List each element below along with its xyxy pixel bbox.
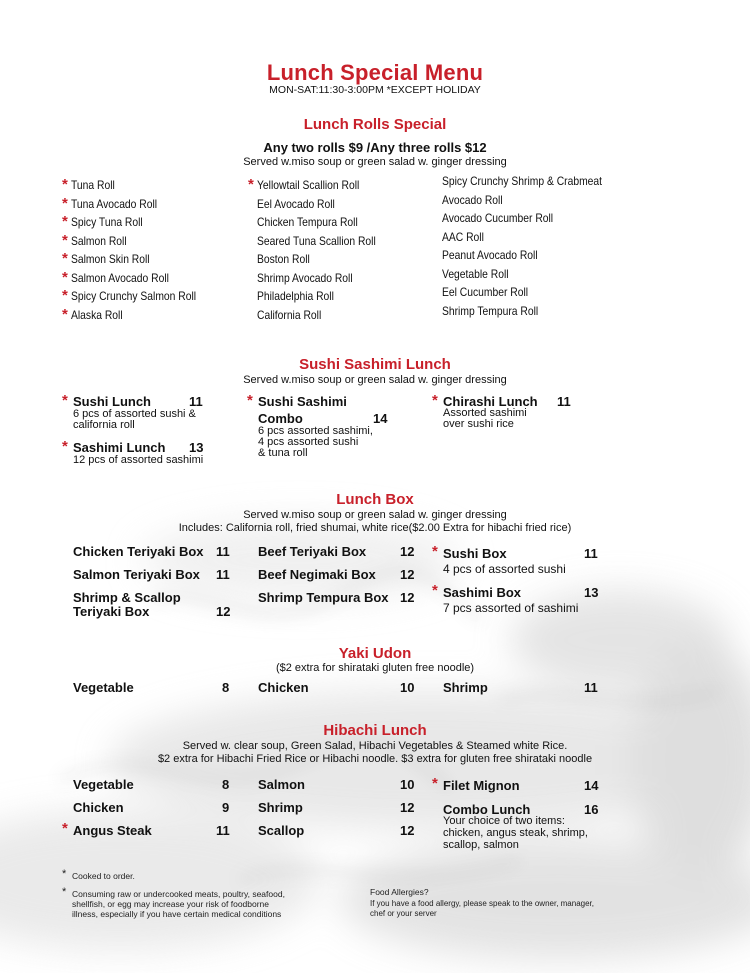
rolls-price-line: Any two rolls $9 /Any three rolls $12: [263, 140, 487, 155]
udon-note: ($2 extra for shirataki gluten free noodle): [275, 662, 475, 674]
star-marker: *: [432, 775, 438, 792]
sushi-heading: Sushi Sashimi Lunch: [299, 356, 451, 373]
sashimi-lunch-price: 13: [189, 440, 204, 455]
udon-item-name: Vegetable: [73, 680, 134, 695]
hibachi-item-price: 9: [222, 800, 230, 815]
box-item-price: 13: [584, 585, 599, 600]
sushi-served-note: Served w.miso soup or green salad w. ginger dressing: [243, 374, 507, 386]
hibachi-item-price: 11: [216, 823, 230, 838]
hibachi-item-price: 16: [584, 802, 599, 817]
allergy-note: chef or your server: [370, 909, 437, 918]
box-item-desc: 7 pcs assorted of sashimi: [443, 601, 579, 615]
rolls-served-note: Served w.miso soup or green salad w. ginger dressing: [243, 156, 507, 168]
hibachi-item-name: Vegetable: [73, 777, 134, 792]
chirashi-name: Chirashi Lunch: [443, 394, 538, 409]
chirashi-desc: Assorted sashimi: [443, 407, 527, 419]
combo-desc: 4 pcs assorted sushi: [258, 436, 359, 448]
consumer-advisory: shellfish, or egg may increase your risk of foodborne: [72, 899, 270, 909]
combo-price: 14: [373, 411, 388, 426]
hibachi-heading: Hibachi Lunch: [323, 722, 427, 739]
box-item-desc: 4 pcs of assorted sushi: [443, 562, 566, 576]
box-served-note: Served w.miso soup or green salad w. ginger dressing: [243, 509, 507, 521]
hours-line: MON-SAT:11:30-3:00PM *EXCEPT HOLIDAY: [269, 84, 481, 96]
star-marker: *: [62, 438, 68, 455]
udon-item-price: 8: [222, 680, 230, 695]
box-item-name: Sushi Box: [443, 546, 507, 561]
box-item-price: 11: [216, 567, 230, 582]
hibachi-item-name: Shrimp: [258, 800, 303, 815]
box-includes-note: Includes: California roll, fried shumai, white rice($2.00 Extra for hibachi fried rice): [178, 522, 572, 534]
combo-lunch-desc: chicken, angus steak, shrimp,: [443, 827, 588, 839]
star-marker: *: [62, 820, 68, 837]
hibachi-item-name: Angus Steak: [73, 823, 152, 838]
combo-lunch-desc: Your choice of two items:: [443, 815, 565, 827]
combo-name: Combo: [258, 411, 303, 426]
rolls-heading: Lunch Rolls Special: [303, 116, 447, 133]
hibachi-item-price: 10: [400, 777, 415, 792]
combo-desc: 6 pcs assorted sashimi,: [258, 425, 373, 437]
allergy-title: Food Allergies?: [370, 887, 429, 897]
star-marker: *: [432, 392, 438, 409]
hibachi-item-name: Chicken: [73, 800, 124, 815]
star-marker: *: [432, 582, 438, 599]
sushi-lunch-name: Sushi Lunch: [73, 394, 151, 409]
box-item-price: 12: [400, 544, 415, 559]
hibachi-item-name: Filet Mignon: [443, 778, 520, 793]
hibachi-item-price: 14: [584, 778, 599, 793]
box-item-name: Teriyaki Box: [73, 604, 150, 619]
box-item-name: Salmon Teriyaki Box: [73, 567, 200, 582]
hibachi-item-price: 12: [400, 823, 415, 838]
chirashi-price: 11: [557, 394, 571, 409]
udon-item-name: Shrimp: [443, 680, 488, 695]
star-marker: *: [247, 392, 253, 409]
hibachi-item-name: Combo Lunch: [443, 802, 531, 817]
box-item-name: Shrimp & Scallop: [73, 590, 181, 605]
hibachi-item-price: 8: [222, 777, 230, 792]
box-item-price: 11: [584, 546, 598, 561]
hibachi-item-name: Salmon: [258, 777, 305, 792]
sashimi-lunch-name: Sashimi Lunch: [73, 440, 166, 455]
chirashi-desc: over sushi rice: [443, 418, 514, 430]
box-item-price: 12: [400, 567, 415, 582]
combo-name: Sushi Sashimi: [258, 394, 347, 409]
box-heading: Lunch Box: [336, 491, 414, 508]
udon-item-name: Chicken: [258, 680, 309, 695]
footnote-star: *: [62, 868, 67, 880]
cooked-to-order-note: Cooked to order.: [72, 871, 135, 881]
sashimi-lunch-desc: 12 pcs of assorted sashimi: [73, 454, 204, 466]
box-item-name: Shrimp Tempura Box: [258, 590, 389, 605]
sushi-lunch-price: 11: [189, 394, 203, 409]
box-item-price: 12: [216, 604, 231, 619]
page-title: Lunch Special Menu: [266, 60, 484, 85]
udon-item-price: 10: [400, 680, 415, 695]
allergy-note: If you have a food allergy, please speak to the owner, manager,: [370, 899, 594, 908]
star-marker: *: [62, 392, 68, 409]
box-item-price: 11: [216, 544, 230, 559]
box-item-name: Sashimi Box: [443, 585, 522, 600]
box-item-price: 12: [400, 590, 415, 605]
combo-lunch-desc: scallop, salmon: [443, 839, 519, 851]
udon-heading: Yaki Udon: [338, 645, 412, 662]
combo-desc: & tuna roll: [258, 447, 308, 459]
hibachi-extra-note: $2 extra for Hibachi Fried Rice or Hibachi noodle. $3 extra for gluten free shirataki noodle: [157, 753, 593, 765]
udon-item-price: 11: [584, 680, 598, 695]
sushi-lunch-desc: california roll: [73, 419, 135, 431]
consumer-advisory: Consuming raw or undercooked meats, poultry, seafood,: [72, 889, 285, 899]
box-item-name: Beef Teriyaki Box: [258, 544, 367, 559]
footnote-star: *: [62, 886, 67, 898]
hibachi-item-name: Scallop: [258, 823, 305, 838]
sushi-lunch-desc: 6 pcs of assorted sushi &: [73, 408, 196, 420]
hibachi-served-note: Served w. clear soup, Green Salad, Hibachi Vegetables & Steamed white Rice.: [182, 740, 568, 752]
consumer-advisory: illness, especially if you have certain medical conditions: [72, 909, 282, 919]
box-item-name: Chicken Teriyaki Box: [73, 544, 204, 559]
box-item-name: Beef Negimaki Box: [258, 567, 376, 582]
hibachi-item-price: 12: [400, 800, 415, 815]
star-marker: *: [432, 543, 438, 560]
